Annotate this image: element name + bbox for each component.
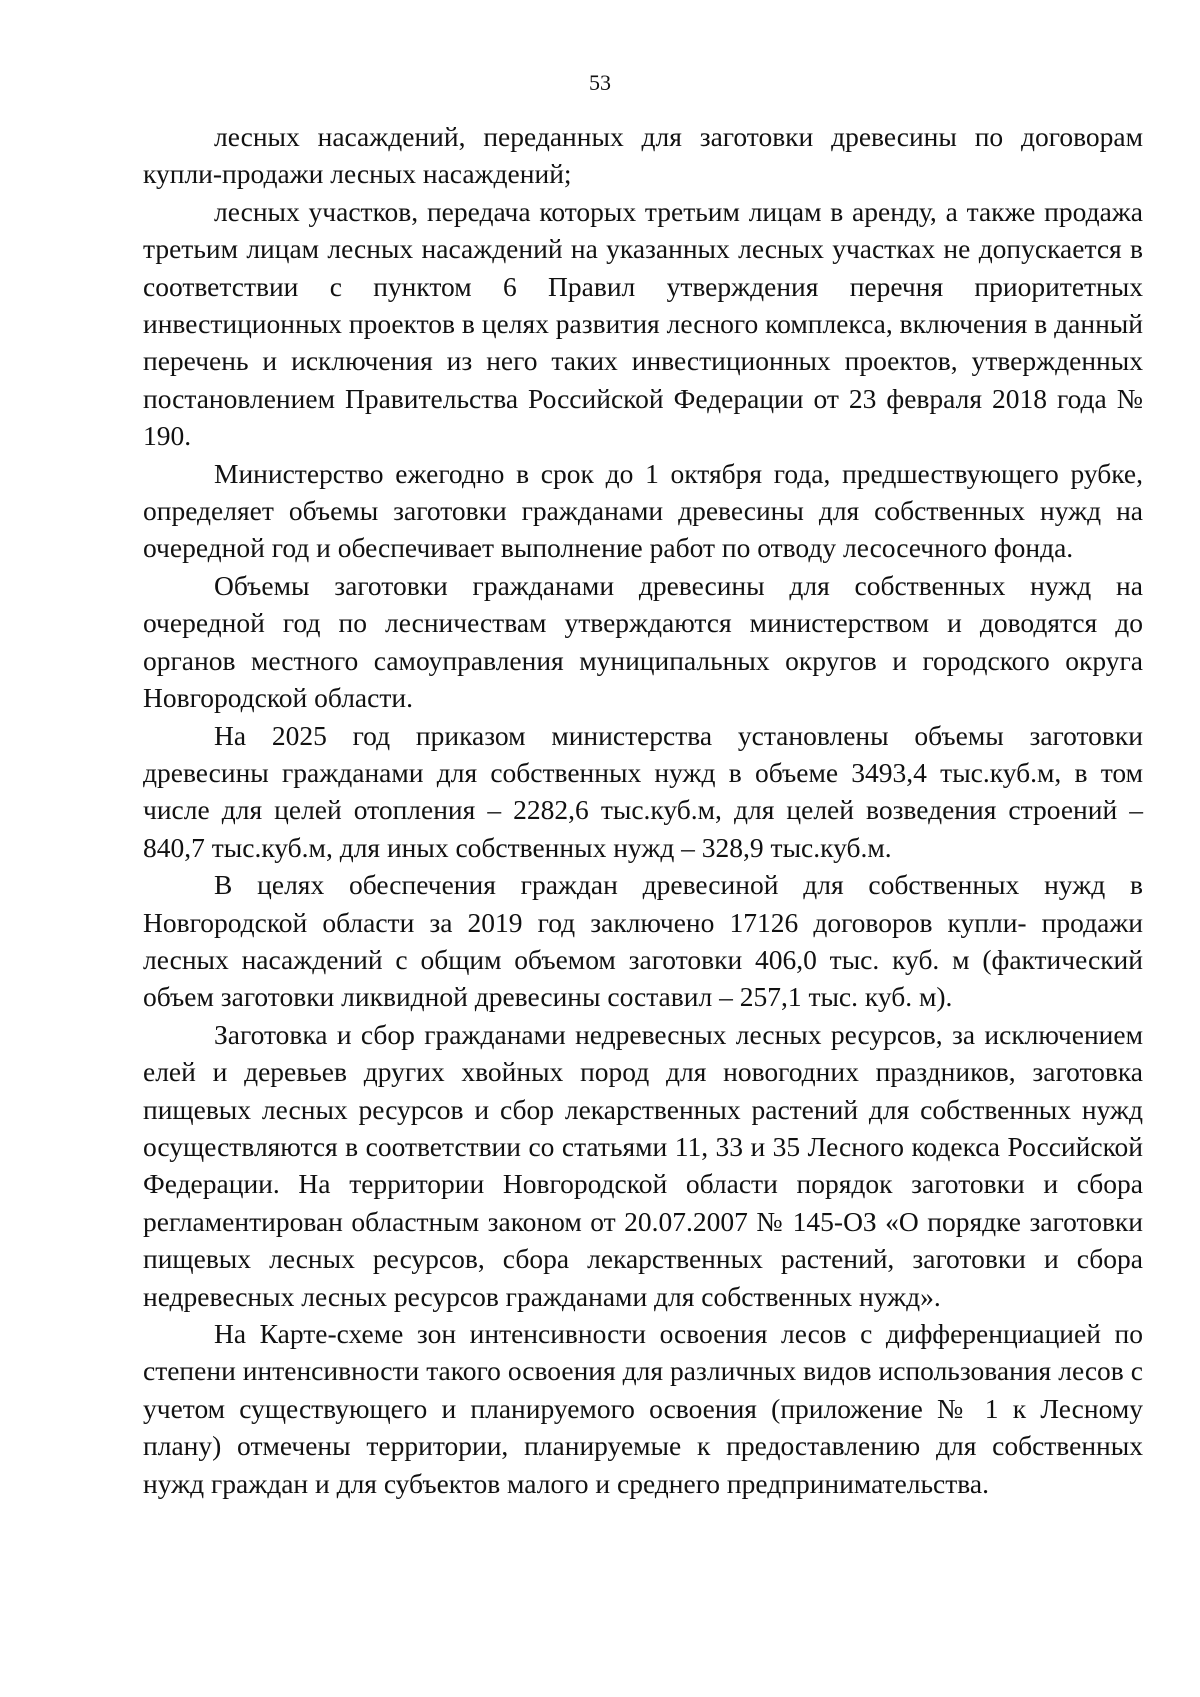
paragraph-2025-volumes: На 2025 год приказом министерства установлены объемы заготовки древесины гражданами для собственных нужд в объеме 3493,4 тыс.куб.м, в том числе для целей отопления – 2282,6 тыс.куб.м, для целей возведения строений – 840,7 тыс.куб.м, для иных собственных нужд – 328,9 тыс.куб.м.: [143, 719, 1143, 863]
page-number: 53: [589, 70, 611, 95]
paragraph-2019-contracts: В целях обеспечения граждан древесиной для собственных нужд в Новгородской области за 2019 год заключено 17126 договоров купли- продажи лесных насаждений с общим объемом заготовки 406,0 тыс. куб. м (фактический объем заготовки ликвидной древесины составил – 257,1 тыс. куб. м).: [143, 869, 1143, 1013]
paragraph-approval-volumes: Объемы заготовки гражданами древесины для собственных нужд на очередной год по лесничествам утверждаются министерством и доводятся до органов местного самоуправления муниципальных округов и городского округа Новгородской области.: [143, 569, 1143, 714]
paragraph-continuation: лесных насаждений, переданных для заготовки древесины по договорам купли-продажи лесных насаждений;: [143, 121, 1143, 190]
paragraph-map-scheme: На Карте-схеме зон интенсивности освоения лесов с дифференциацией по степени интенсивности такого освоения для различных видов использования лесов с учетом существующего и планируемого освоения (приложение № 1 к Лесному плану) отмечены территории, планируемые к предоставлению для собственных нужд граждан и для субъектов малого и среднего предпринимательства.: [143, 1318, 1143, 1499]
paragraph-non-timber-resources: Заготовка и сбор гражданами недревесных лесных ресурсов, за исключением елей и деревьев других хвойных пород для новогодних праздников, заготовка пищевых лесных ресурсов и сбор лекарственных растений для собственных нужд осуществляются в соответствии со статьями 11, 33 и 35 Лесного кодекса Российской Федерации. На территории Новгородской области порядок заготовки и сбора регламентирован областным законом от 20.07.2007 № 145-ОЗ «О порядке заготовки пищевых лесных ресурсов, сбора лекарственных растений, заготовки и сбора недревесных лесных ресурсов гражданами для собственных нужд».: [143, 1018, 1143, 1312]
paragraph-forest-plots: лесных участков, передача которых третьим лицам в аренду, а также продажа третьим лицам лесных насаждений на указанных лесных участках не допускается в соответствии с пунктом 6 Правил утверждения перечня приоритетных инвестиционных проектов в целях развития лесного комплекса, включения в данный перечень и исключения из него таких инвестиционных проектов, утвержденных постановлением Правительства Российской Федерации от 23 февраля 2018 года № 190.: [143, 195, 1143, 452]
document-body: [143, 118, 1143, 1502]
paragraph-ministry-volumes: Министерство ежегодно в срок до 1 октября года, предшествующего рубке, определяет объемы заготовки гражданами древесины для собственных нужд на очередной год и обеспечивает выполнение работ по отводу лесосечного фонда.: [143, 457, 1143, 564]
